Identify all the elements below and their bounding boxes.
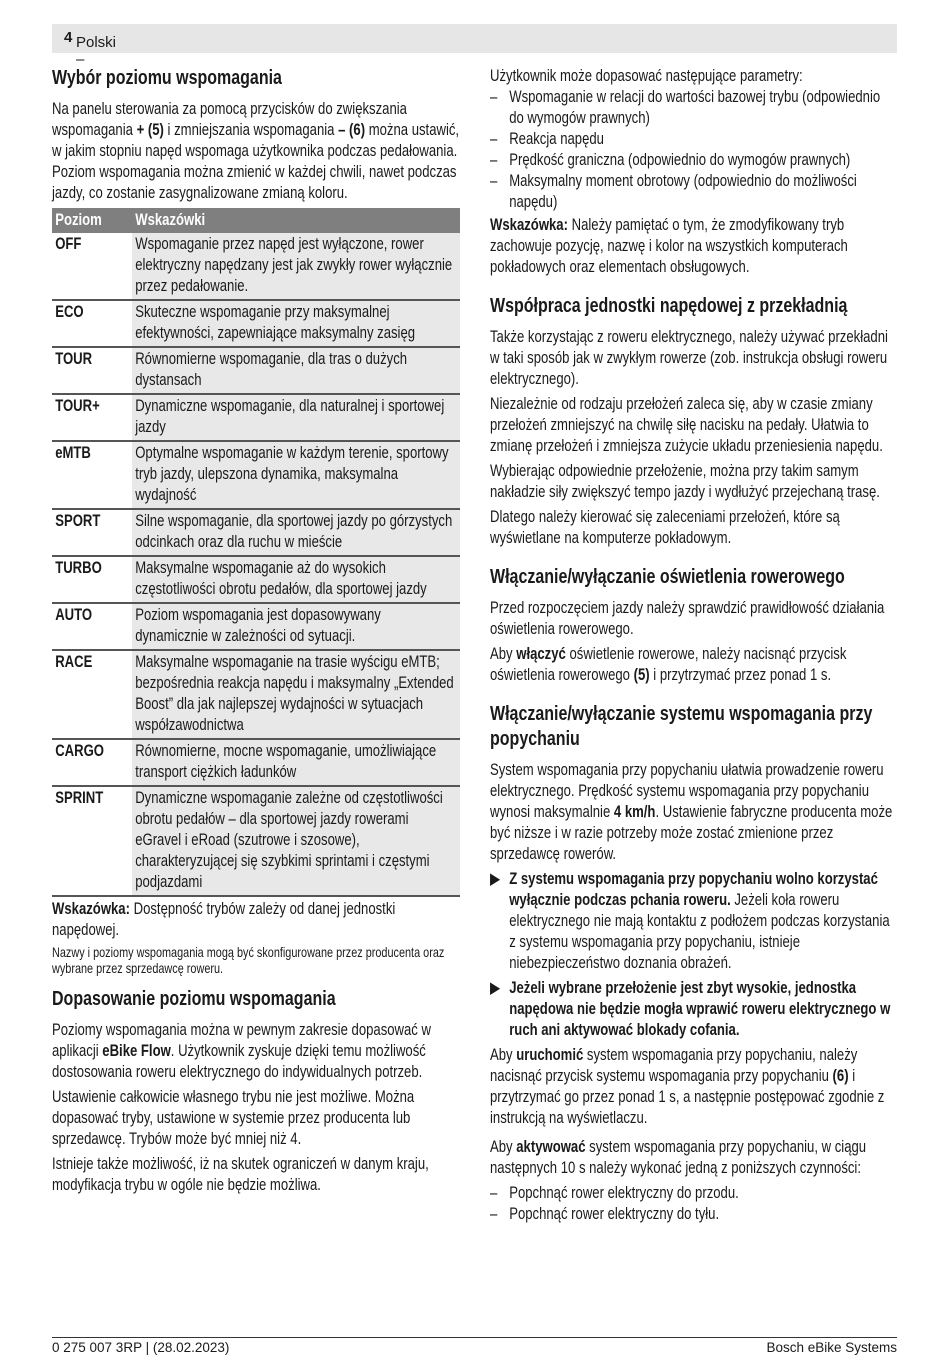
text: . Użytkownik zyskuje dzięki temu możliwość dostosowania roweru elektrycznego do indywidualnych potrzeb. <box>52 1042 426 1081</box>
warning <box>490 869 898 974</box>
table-header: Poziom <box>52 208 132 233</box>
paragraph: Ustawienie całkowicie własnego trybu nie jest możliwe. Można dopasować tryby, ustawione w systemie przez producenta lub sprzedawcę. Trybów może być mniej niż 4. <box>52 1088 415 1148</box>
bold-text: 4 km/h <box>613 803 656 821</box>
level-description: Maksymalne wspomaganie na trasie wyścigu eMTB; bezpośrednia reakcja napędu i maksymalny „Extended Boost” dla jak najlepszej wydajności w sytuacjach współzawodnictwa <box>132 650 460 739</box>
table-row <box>52 650 460 739</box>
paragraph <box>52 1020 460 1083</box>
document-number: 0 275 007 3RP | (28.02.2023) <box>52 1340 230 1355</box>
right-column <box>490 66 898 1227</box>
level-description: Poziom wspomagania jest dopasowywany dynamicznie w zależności od sytuacji. <box>132 603 460 650</box>
list-item: – Prędkość graniczna (odpowiednio do wymogów prawnych) <box>490 150 898 171</box>
left-column <box>52 62 460 1200</box>
bold-text: (6) <box>832 1067 849 1085</box>
section-heading: Współpraca jednostki napędowej z przekładnią <box>490 295 848 317</box>
text: Aby <box>490 645 517 663</box>
warning-triangle-icon: ▶ <box>490 979 501 997</box>
paragraph <box>490 1137 898 1179</box>
text: i przytrzymać go przez ponad 1 s, a następnie postępować zgodnie z instrukcją na wyświetlaczu. <box>490 1067 885 1127</box>
level-description: Skuteczne wspomaganie przy maksymalnej efektywności, zapewniające maksymalny zasięg <box>132 300 460 347</box>
bold-text: uruchomić <box>516 1046 584 1064</box>
text: system wspomagania przy popychaniu, w ciągu następnych 10 s należy wykonać jedną z poniższych czynności: <box>490 1138 867 1177</box>
page-number: 4 <box>64 29 73 46</box>
assist-level: RACE <box>52 650 132 739</box>
table-row <box>52 233 460 300</box>
level-description: Optymalne wspomaganie w każdym terenie, sportowy tryb jazdy, ulepszona dynamika, maksymalna wydajność <box>132 441 460 509</box>
warning-text <box>509 979 890 1039</box>
text: system wspomagania przy popychaniu, należy nacisnąć przycisk systemu wspomagania przy popychaniu <box>490 1046 858 1085</box>
assist-level: TURBO <box>52 556 132 603</box>
page-footer <box>52 1337 897 1355</box>
paragraph: Także korzystając z roweru elektrycznego, należy używać przekładni w taki sposób jak w zwykłym rowerze (zob. instrukcja obsługi roweru elektrycznego). <box>490 328 888 388</box>
text: można ustawić, w jakim stopniu napęd wspomaga użytkownika podczas pedałowania. Poziom wspomagania można zmienić w każdej chwili, nawet podczas jazdy, co zostanie zasygnalizowane zmianą koloru. <box>52 121 460 202</box>
table-row <box>52 556 460 603</box>
paragraph <box>52 99 460 204</box>
bold-text: Wskazówka: <box>52 900 130 918</box>
section-heading: Włączanie/wyłączanie oświetlenia rowerowego <box>490 566 845 588</box>
paragraph <box>490 1045 898 1129</box>
level-description: Dynamiczne wspomaganie zależne od częstotliwości obrotu pedałów – dla sportowej jazdy rowerami eGravel i eRoad (szutrowe i szosowe), charakteryzującej się szybkimi sprintami i częstymi podjazdami <box>132 786 460 896</box>
table-row <box>52 300 460 347</box>
table-row <box>52 394 460 441</box>
parameter-list <box>490 87 898 213</box>
bold-text: Wskazówka: <box>490 216 568 234</box>
assist-level: eMTB <box>52 441 132 509</box>
text: Dostępność trybów zależy od danej jednostki napędowej. <box>52 900 396 939</box>
note <box>490 215 898 278</box>
list-item: – Maksymalny moment obrotowy (odpowiednio do możliwości napędu) <box>490 171 898 213</box>
table-row <box>52 441 460 509</box>
bold-text: – (6) <box>338 121 366 139</box>
text: Należy pamiętać o tym, że zmodyfikowany tryb zachowuje pozycję, nazwę i kolor na wszystkich komputerach pokładowych oraz elementach obsługowych. <box>490 216 848 276</box>
section-heading: Dopasowanie poziomu wspomagania <box>52 988 336 1010</box>
bold-text: włączyć <box>516 645 566 663</box>
level-description: Maksymalne wspomaganie aż do wysokich częstotliwości obrotu pedałów, dla sportowej jazdy <box>132 556 460 603</box>
section-heading: Wybór poziomu wspomagania <box>52 67 282 89</box>
level-description: Dynamiczne wspomaganie, dla naturalnej i sportowej jazdy <box>132 394 460 441</box>
paragraph: Wybierając odpowiednie przełożenie, można przy takim samym nakładzie siły zwiększyć tempo jazdy i wydłużyć przejechaną trasę. <box>490 462 880 501</box>
note <box>52 899 460 941</box>
bold-text: (5) <box>633 666 650 684</box>
company-name: Bosch eBike Systems <box>766 1340 897 1355</box>
paragraph: Dlatego należy kierować się zaleceniami przełożeń, które są wyświetlane na komputerze pokładowym. <box>490 508 840 547</box>
paragraph: Użytkownik może dopasować następujące parametry: <box>490 67 803 85</box>
text: Aby <box>490 1046 517 1064</box>
level-description: Silne wspomaganie, dla sportowej jazdy po górzystych odcinkach oraz dla ruchu w mieście <box>132 509 460 556</box>
paragraph <box>490 644 898 686</box>
assist-level: SPRINT <box>52 786 132 896</box>
warning <box>490 978 898 1041</box>
table-row <box>52 347 460 394</box>
text: Na panelu sterowania za pomocą przycisków do zwiększania wspomagania <box>52 100 407 139</box>
assist-level: AUTO <box>52 603 132 650</box>
warning-text <box>509 870 889 972</box>
assist-level: TOUR <box>52 347 132 394</box>
bold-text: eBike Flow <box>102 1042 171 1060</box>
bold-text: aktywować <box>516 1138 586 1156</box>
table-row <box>52 739 460 786</box>
text: . Ustawienie fabryczne producenta może być niższe i w razie potrzeby może zostać zmienione przez sprzedawcę rowerów. <box>490 803 893 863</box>
level-description: Równomierne wspomaganie, dla tras o dużych dystansach <box>132 347 460 394</box>
table-row <box>52 603 460 650</box>
table-row <box>52 509 460 556</box>
paragraph: Przed rozpoczęciem jazdy należy sprawdzić prawidłowość działania oświetlenia rowerowego. <box>490 599 885 638</box>
assist-level: TOUR+ <box>52 394 132 441</box>
list-item: – Popchnąć rower elektryczny do tyłu. <box>490 1204 898 1225</box>
table-header: Wskazówki <box>132 208 460 233</box>
text: oświetlenie rowerowe, należy nacisnąć przycisk oświetlenia rowerowego <box>490 645 847 684</box>
level-description: Wspomaganie przez napęd jest wyłączone, rower elektryczny napędzany jest jak zwykły rower wyłącznie przez pedałowanie. <box>132 233 460 300</box>
page-header <box>52 24 897 68</box>
section-heading: Włączanie/wyłączanie systemu wspomagania przy popychaniu <box>490 703 873 750</box>
bold-text: Z systemu wspomagania przy popychaniu wolno korzystać wyłącznie podczas pchania roweru. <box>509 870 878 909</box>
paragraph: Istnieje także możliwość, iż na skutek ograniczeń w danym kraju, modyfikacja trybu w ogóle nie będzie możliwa. <box>52 1155 429 1194</box>
text: i przytrzymać przez ponad 1 s. <box>649 666 832 684</box>
paragraph <box>490 760 898 865</box>
assist-level: OFF <box>52 233 132 300</box>
assist-level-table <box>52 208 460 897</box>
assist-level: CARGO <box>52 739 132 786</box>
bold-text: Jeżeli wybrane przełożenie jest zbyt wysokie, jednostka napędowa nie będzie mogła wprawić roweru elektrycznego w ruch ani aktywować blokady cofania. <box>509 979 891 1039</box>
assist-level: ECO <box>52 300 132 347</box>
text: System wspomagania przy popychaniu ułatwia prowadzenie roweru elektrycznego. Prędkość systemu wspomagania przy popychaniu wynosi maksymalnie <box>490 761 884 821</box>
bold-text: + (5) <box>136 121 164 139</box>
text: i zmniejszania wspomagania <box>163 121 339 139</box>
list-item: – Wspomaganie w relacji do wartości bazowej trybu (odpowiednio do wymogów prawnych) <box>490 87 898 129</box>
text: Poziomy wspomagania można w pewnym zakresie dopasować w aplikacji <box>52 1021 431 1060</box>
small-note: Nazwy i poziomy wspomagania mogą być skonfigurowane przez producenta oraz wybrane przez sprzedawcę roweru. <box>52 945 445 976</box>
paragraph: Niezależnie od rodzaju przełożeń zaleca się, aby w czasie zmiany przełożeń zmniejszyć na chwilę siłę nacisku na pedały. Ułatwia to zmianę przełożeń i zmniejsza zużycie układu przeniesienia napędu. <box>490 395 883 455</box>
list-item: – Reakcja napędu <box>490 129 898 150</box>
level-description: Równomierne, mocne wspomaganie, umożliwiające transport ciężkich ładunków <box>132 739 460 786</box>
language-label: Polski – <box>76 34 117 68</box>
table-row <box>52 786 460 896</box>
assist-level: SPORT <box>52 509 132 556</box>
action-list <box>490 1183 898 1225</box>
text: Aby <box>490 1138 517 1156</box>
warning-triangle-icon: ▶ <box>490 870 501 888</box>
text: Jeżeli koła roweru elektrycznego nie mają kontaktu z podłożem podczas korzystania z systemu wspomagania przy popychaniu, istnieje niebezpieczeństwo doznania obrażeń. <box>509 891 890 972</box>
list-item: – Popchnąć rower elektryczny do przodu. <box>490 1183 898 1204</box>
